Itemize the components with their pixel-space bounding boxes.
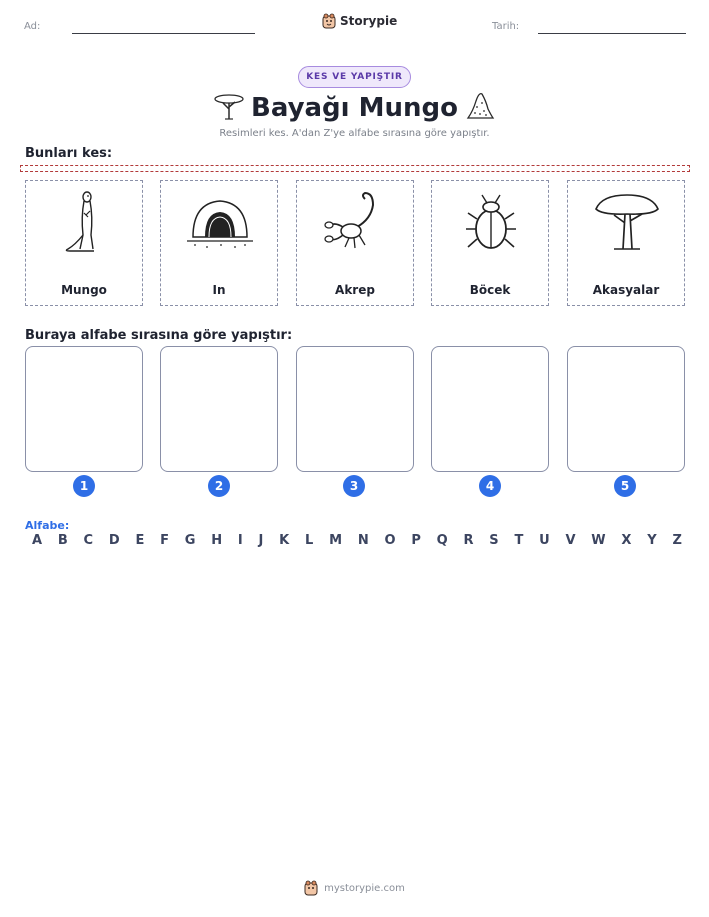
acacia-tree-icon	[592, 187, 662, 257]
paste-slot-5[interactable]	[567, 346, 685, 472]
letter: B	[57, 533, 68, 548]
paste-slot-2[interactable]	[160, 346, 278, 472]
cut-line	[20, 165, 690, 172]
brand-name: Storypie	[340, 14, 398, 28]
paste-heading: Buraya alfabe sırasına göre yapıştır:	[25, 328, 293, 343]
alphabet-heading: Alfabe:	[25, 519, 70, 532]
name-label: Ad:	[24, 21, 41, 32]
letter: C	[83, 533, 94, 548]
slot-number-5: 5	[614, 475, 636, 497]
instructions: Resimleri kes. A'dan Z'ye alfabe sırasına göre yapıştır.	[219, 128, 490, 139]
letter: R	[463, 533, 474, 548]
letter: T	[514, 533, 524, 548]
slot-number-2: 2	[208, 475, 230, 497]
paste-slot-3[interactable]	[296, 346, 414, 472]
letter: Q	[436, 533, 448, 548]
storypie-logo-icon	[304, 880, 318, 896]
letter: N	[357, 533, 369, 548]
card-label: In	[212, 283, 226, 297]
letter: G	[184, 533, 196, 548]
letter: V	[565, 533, 576, 548]
letter: I	[237, 533, 243, 548]
paste-slot-4[interactable]	[431, 346, 549, 472]
slot-number-3: 3	[343, 475, 365, 497]
letter: M	[329, 533, 343, 548]
card-label: Böcek	[469, 283, 511, 297]
footer	[0, 880, 709, 896]
alphabet-row	[32, 533, 682, 548]
cut-card-3[interactable]	[296, 180, 414, 306]
letter: F	[160, 533, 170, 548]
cut-card-1[interactable]	[25, 180, 143, 306]
letter: A	[32, 533, 43, 548]
letter: S	[489, 533, 499, 548]
scorpion-icon	[321, 187, 391, 257]
letter: O	[384, 533, 396, 548]
cut-card-5[interactable]	[567, 180, 685, 306]
meerkat-icon	[50, 187, 120, 257]
date-label: Tarih:	[492, 21, 520, 32]
date-line	[538, 33, 686, 34]
letter: J	[258, 533, 264, 548]
cut-heading: Bunları kes:	[25, 146, 113, 161]
slot-number-4: 4	[479, 475, 501, 497]
letter: X	[621, 533, 632, 548]
letter: E	[135, 533, 145, 548]
letter: W	[591, 533, 606, 548]
cut-card-4[interactable]	[431, 180, 549, 306]
paste-slot-1[interactable]	[25, 346, 143, 472]
burrow-icon	[185, 187, 255, 257]
letter: P	[411, 533, 421, 548]
card-label: Akasyalar	[592, 283, 660, 297]
letter: D	[108, 533, 120, 548]
letter: Z	[672, 533, 682, 548]
letter: L	[305, 533, 314, 548]
footer-site[interactable]: mystorypie.com	[324, 882, 405, 894]
card-label: Mungo	[61, 283, 107, 297]
beetle-icon	[456, 187, 526, 257]
letter: H	[211, 533, 223, 548]
page-title: Bayağı Mungo	[251, 93, 458, 123]
brand-logo	[322, 13, 397, 29]
letter: Y	[647, 533, 657, 548]
letter: U	[539, 533, 550, 548]
termite-mound-icon	[464, 89, 496, 121]
card-label: Akrep	[335, 283, 375, 297]
slot-number-1: 1	[73, 475, 95, 497]
storypie-logo-icon	[322, 13, 336, 29]
cut-card-2[interactable]	[160, 180, 278, 306]
letter: K	[279, 533, 290, 548]
activity-badge: KES VE YAPIŞTIR	[298, 66, 411, 88]
name-line	[72, 33, 255, 34]
